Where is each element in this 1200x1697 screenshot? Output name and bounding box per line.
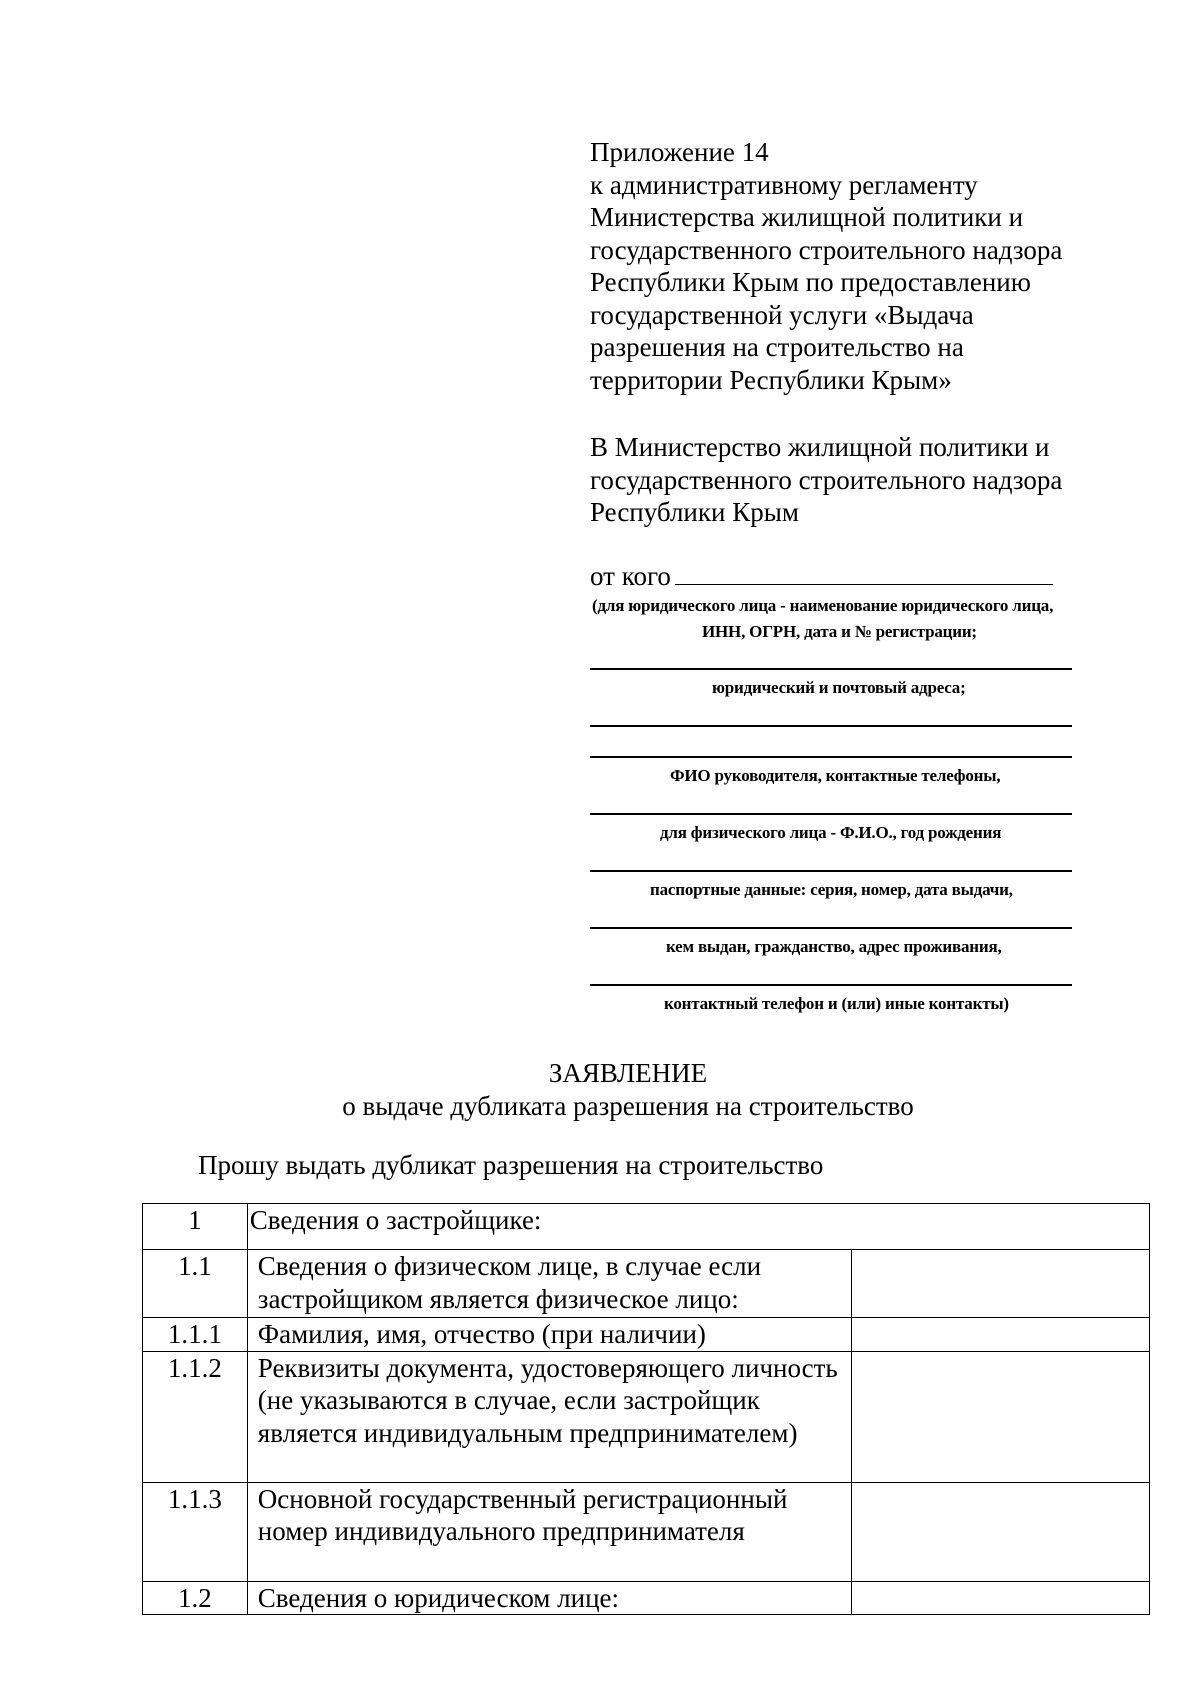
addressee-line: Республики Крым (590, 497, 799, 527)
appendix-line: территории Республики Крым» (590, 364, 952, 395)
addressee-line: В Министерство жилищной политики и (590, 432, 1050, 462)
hint-passport: паспортные данные: серия, номер, дата выдачи, (650, 880, 1013, 899)
table-header-row (143, 1204, 1150, 1250)
row-description: Основной государственный регистрационный номер индивидуального предпринимателя (247, 1482, 851, 1581)
appendix-line: государственного строительного надзора (590, 234, 1063, 265)
row-number: 1.1.1 (143, 1318, 248, 1352)
addressee-line: государственного строительного надзора (590, 464, 1063, 495)
statement-title: ЗАЯВЛЕНИЕ (548, 1058, 708, 1088)
from-row (590, 561, 1053, 591)
row-value-cell[interactable] (852, 1351, 1150, 1482)
appendix-line: разрешения на строительство на (590, 332, 964, 362)
hint-issued: кем выдан, гражданство, адрес проживания, (666, 937, 1002, 956)
table-row (143, 1482, 1150, 1581)
row-description: Сведения о юридическом лице: (247, 1581, 851, 1615)
table-row (143, 1581, 1150, 1615)
blank-line[interactable] (590, 813, 1072, 815)
hint-legal-registration: ИНН, ОГРН, дата и № регистрации; (702, 622, 977, 641)
row-number: 1 (143, 1204, 248, 1250)
request-text: Прошу выдать дубликат разрешения на строительство (198, 1150, 824, 1180)
blank-line[interactable] (590, 756, 1072, 758)
row-value-cell[interactable] (852, 1581, 1150, 1615)
blank-line[interactable] (590, 984, 1072, 986)
appendix-line: Приложение 14 (590, 137, 769, 167)
row-value-cell[interactable] (852, 1482, 1150, 1581)
row-value-cell[interactable] (852, 1250, 1150, 1318)
blank-line[interactable] (590, 927, 1072, 929)
row-description: Сведения о застройщике: (247, 1204, 1149, 1250)
hint-person: для физического лица - Ф.И.О., год рождения (660, 823, 1002, 842)
appendix-line: Республики Крым по предоставлению (590, 267, 1031, 297)
appendix-line: государственной услуги «Выдача (590, 299, 974, 330)
developer-info-table (142, 1203, 1150, 1615)
row-number: 1.1 (143, 1250, 248, 1318)
row-description: Сведения о физическом лице, в случае если застройщиком является физическое лицо: (247, 1250, 851, 1318)
blank-line[interactable] (590, 668, 1072, 670)
addressee-block (590, 431, 1110, 529)
appendix-line: к административному регламенту (590, 169, 978, 200)
hint-head: ФИО руководителя, контактные телефоны, (670, 766, 1001, 785)
row-number: 1.2 (143, 1581, 248, 1615)
blank-line[interactable] (590, 870, 1072, 872)
hint-contacts: контактный телефон и (или) иные контакты) (664, 994, 1009, 1013)
appendix-line: Министерства жилищной политики и (590, 202, 1024, 232)
row-description: Фамилия, имя, отчество (при наличии) (247, 1318, 851, 1352)
row-number: 1.1.3 (143, 1482, 248, 1581)
row-value-cell[interactable] (852, 1318, 1150, 1352)
table-row (143, 1250, 1150, 1318)
row-description: Реквизиты документа, удостоверяющего личность (не указываются в случае, если застройщик является индивидуальным предпринимателем) (247, 1351, 851, 1482)
appendix-reference (590, 136, 1110, 396)
from-label: от кого (590, 561, 671, 591)
statement-subtitle: о выдаче дубликата разрешения на строительство (342, 1091, 914, 1121)
blank-line[interactable] (590, 725, 1072, 727)
hint-legal-entity: (для юридического лица - наименование юридического лица, (592, 596, 1054, 615)
table-row (143, 1351, 1150, 1482)
hint-address: юридический и почтовый адреса; (712, 678, 966, 697)
from-blank-line[interactable] (675, 562, 1053, 585)
table-row (143, 1318, 1150, 1352)
row-number: 1.1.2 (143, 1351, 248, 1482)
